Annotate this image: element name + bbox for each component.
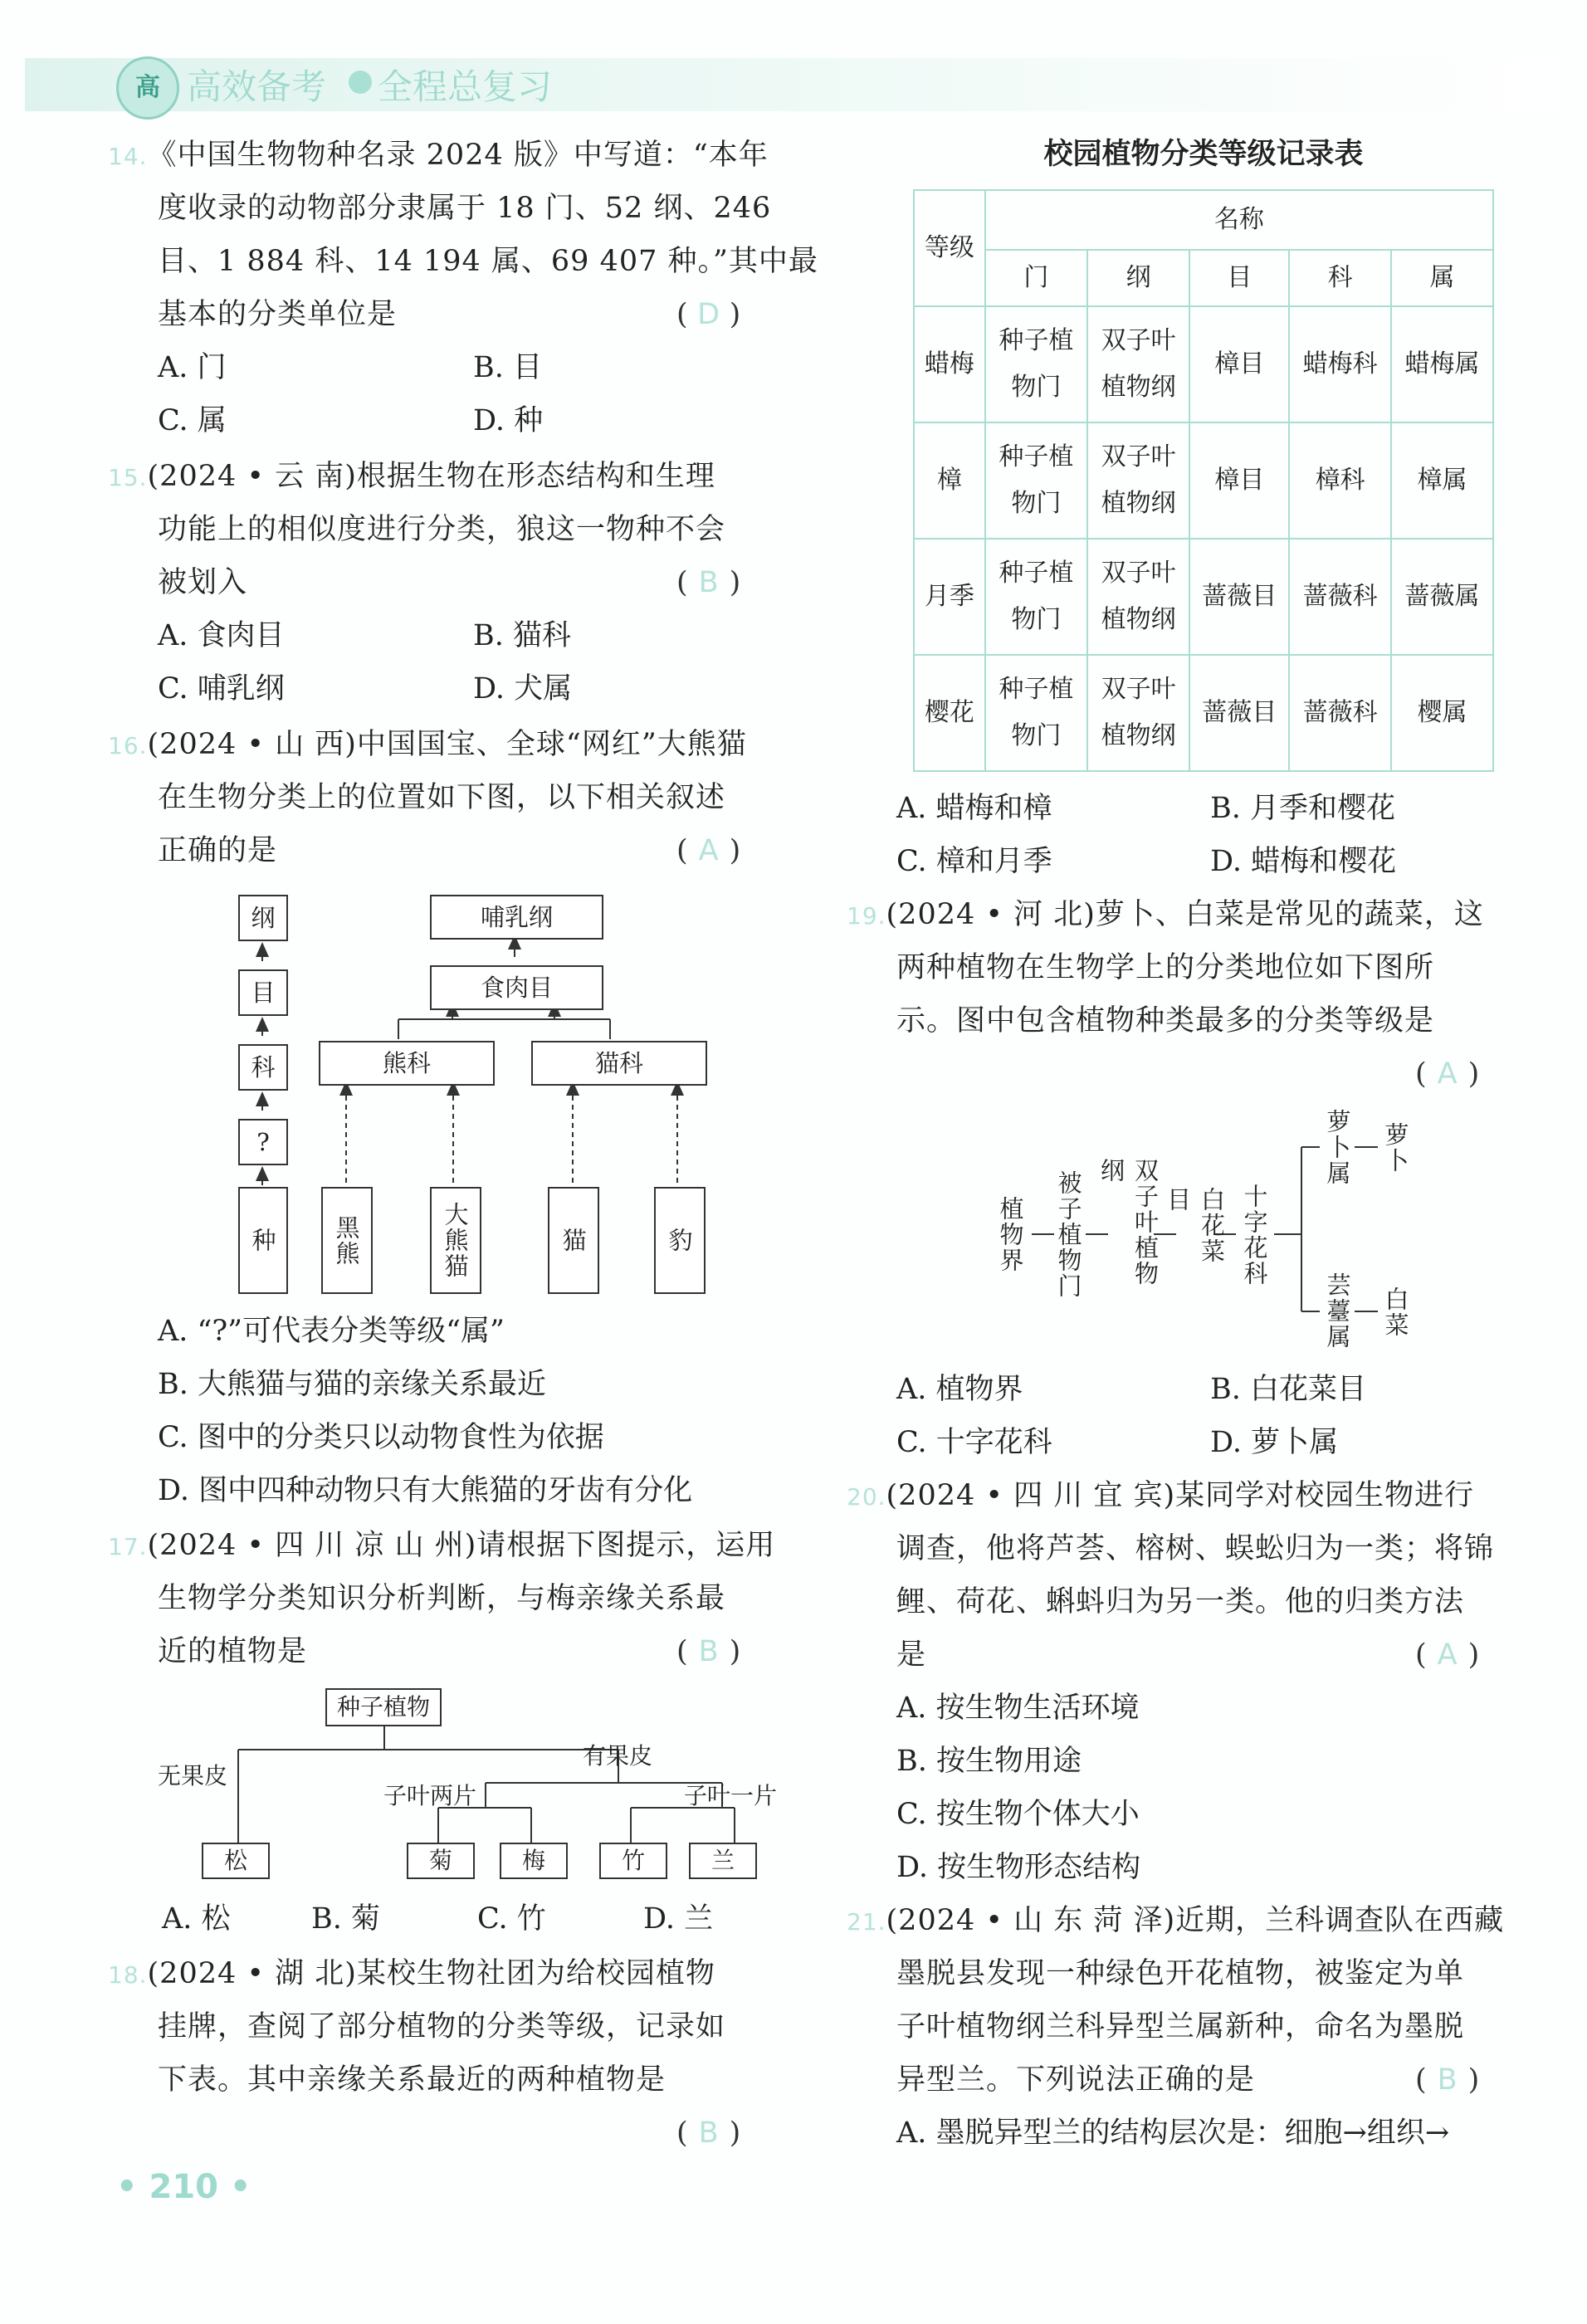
table-row: 樟 种子植物门 双子叶植物纲 樟目 樟科 樟属 [914, 422, 1493, 539]
label-one-cotyledon: 子叶一片 [684, 1782, 778, 1809]
seed-plants-box: 种子植物 [325, 1688, 442, 1726]
answer-bracket: ( B ) [676, 566, 741, 599]
option-c: C. 图中的分类只以动物食性为依据 [158, 1421, 604, 1454]
option-d: D. 按生物形态结构 [896, 1851, 1141, 1884]
answer-bracket: ( A ) [1415, 1057, 1480, 1091]
option-b: B. 月季和樱花 [1210, 792, 1395, 825]
option-c: C. 樟和月季 [896, 845, 1052, 878]
col-class: 纲 [1087, 250, 1189, 306]
order-carnivora-box: 食肉目 [430, 965, 603, 1010]
leaf-bamboo: 竹 [599, 1843, 667, 1879]
option-b: B. 大熊猫与猫的亲缘关系最近 [158, 1368, 546, 1401]
leaf-plum: 梅 [500, 1843, 568, 1879]
species-cabbage: 白菜 [1381, 1286, 1410, 1338]
level-unknown-box: ? [238, 1119, 288, 1165]
kingdom-plantae: 植物界 [996, 1196, 1025, 1273]
label-two-cotyledons: 子叶两片 [383, 1782, 477, 1809]
option-a: A. 墨脱异型兰的结构层次是：细胞→组织→ [896, 2116, 1450, 2150]
answer-bracket: ( A ) [676, 834, 741, 867]
name-header: 名称 [985, 190, 1493, 250]
level-class-box: 纲 [238, 895, 288, 941]
option-d: D. 图中四种动物只有大熊猫的牙齿有分化 [158, 1474, 693, 1507]
family-brassicaceae: 十字花科 [1240, 1183, 1269, 1286]
species-leopard: 豹 [654, 1187, 706, 1294]
species-cat: 猫 [548, 1187, 599, 1294]
header-subtitle: 全程总复习 [378, 66, 553, 107]
level-order-box: 目 [238, 969, 288, 1016]
col-phylum: 门 [985, 250, 1087, 306]
option-a: A. 门 [158, 351, 227, 384]
question-number: 18. [108, 1961, 148, 1989]
header-title: 高效备考 [187, 66, 327, 107]
question-number: 21. [847, 1908, 886, 1936]
option-b: B. 目 [473, 351, 542, 384]
answer-bracket: ( B ) [676, 2116, 741, 2150]
genus-raphanus: 萝卜属 [1323, 1109, 1352, 1186]
option-d: D. 兰 [643, 1902, 714, 1936]
option-c: C. 属 [158, 404, 227, 437]
species-radish: 萝卜 [1381, 1121, 1410, 1174]
option-b: B. 菊 [311, 1902, 380, 1936]
leaf-chrysanthemum: 菊 [407, 1843, 475, 1879]
book-logo-icon: 高 [116, 56, 179, 120]
option-a: A. “?”可代表分类等级“属” [158, 1315, 505, 1348]
table-row: 蜡梅 种子植物门 双子叶植物纲 樟目 蜡梅科 蜡梅属 [914, 306, 1493, 422]
option-b: B. 猫科 [473, 619, 571, 652]
option-c: C. 按生物个体大小 [896, 1798, 1140, 1831]
option-a: A. 按生物生活环境 [896, 1692, 1140, 1725]
option-a: A. 植物界 [896, 1373, 1023, 1406]
col-family: 科 [1289, 250, 1391, 306]
option-a: A. 食肉目 [158, 619, 285, 652]
option-a: A. 松 [162, 1902, 231, 1936]
answer-bracket: ( B ) [1415, 2063, 1480, 2097]
question-number: 16. [108, 732, 148, 759]
col-order: 目 [1189, 250, 1289, 306]
leaf-orchid: 兰 [689, 1843, 757, 1879]
leaf-pine: 松 [202, 1843, 270, 1879]
class-dicot: 双子叶植物纲 [1097, 1158, 1160, 1286]
table-row: 樱花 种子植物门 双子叶植物纲 蔷薇目 蔷薇科 樱属 [914, 655, 1493, 771]
answer-bracket: ( A ) [1415, 1638, 1480, 1672]
question-number: 15. [108, 464, 148, 491]
question-number: 14. [108, 143, 148, 170]
level-header: 等级 [914, 190, 985, 306]
table-row: 月季 种子植物门 双子叶植物纲 蔷薇目 蔷薇科 蔷薇属 [914, 539, 1493, 655]
order-capparales: 白花菜目 [1164, 1187, 1226, 1264]
level-family-box: 科 [238, 1044, 288, 1091]
question-number: 20. [847, 1483, 886, 1511]
option-a: A. 蜡梅和樟 [896, 792, 1052, 825]
phylum-angiosperm: 被子植物门 [1054, 1170, 1083, 1299]
option-c: C. 十字花科 [896, 1426, 1052, 1459]
page-number: • 210 • [116, 2168, 251, 2206]
option-b: B. 按生物用途 [896, 1745, 1082, 1778]
genus-brassica: 芸薹属 [1323, 1272, 1352, 1350]
label-fruit-peel: 有果皮 [583, 1742, 653, 1770]
family-cat-box: 猫科 [531, 1041, 707, 1086]
question-number: 19. [847, 902, 886, 930]
class-mammalia-box: 哺乳纲 [430, 895, 603, 940]
option-d: D. 萝卜属 [1210, 1426, 1339, 1459]
species-giant-panda: 大熊猫 [430, 1187, 481, 1294]
level-species-box: 种 [238, 1187, 288, 1294]
option-d: D. 蜡梅和樱花 [1210, 845, 1397, 878]
option-d: D. 种 [473, 404, 544, 437]
label-no-fruit-peel: 无果皮 [158, 1762, 228, 1789]
option-b: B. 白花菜目 [1210, 1373, 1366, 1406]
family-bear-box: 熊科 [319, 1041, 495, 1086]
col-genus: 属 [1391, 250, 1493, 306]
option-c: C. 哺乳纲 [158, 672, 285, 706]
option-c: C. 竹 [477, 1902, 546, 1936]
table-title: 校园植物分类等级记录表 [1043, 138, 1364, 171]
answer-bracket: ( B ) [676, 1635, 741, 1668]
option-d: D. 犬属 [473, 672, 573, 706]
answer-bracket: ( D ) [676, 298, 741, 331]
question-number: 17. [108, 1533, 148, 1560]
species-black-bear: 黑熊 [321, 1187, 373, 1294]
